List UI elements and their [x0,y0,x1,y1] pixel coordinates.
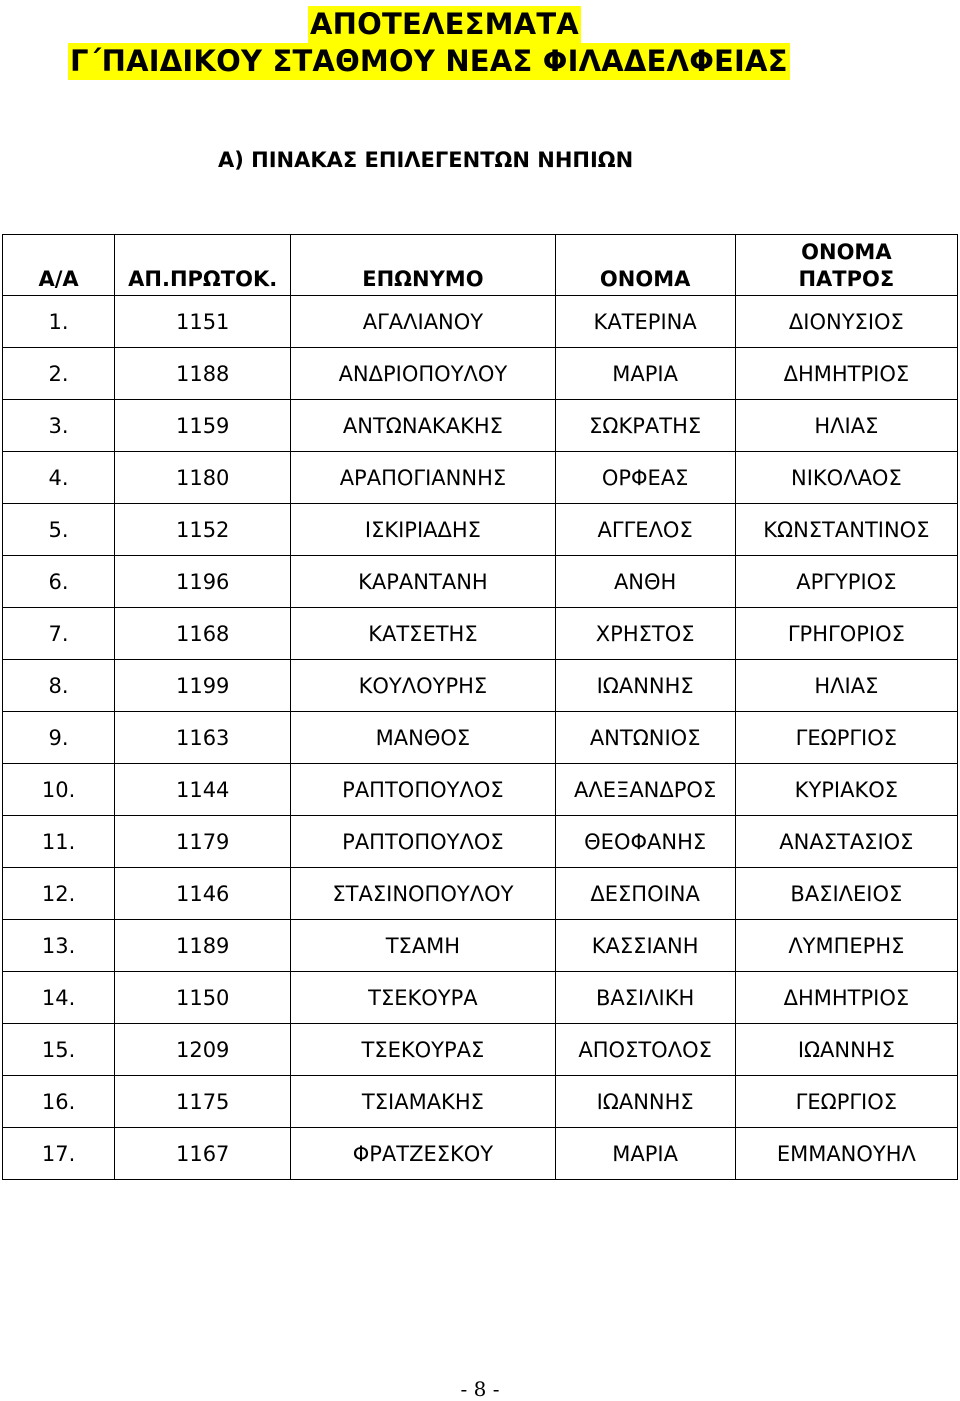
surname-cell: ΑΓΑΛΙΑΝΟΥ [291,296,555,348]
surname-cell: ΤΣΕΚΟΥΡΑΣ [291,1024,555,1076]
first-name-cell: ΑΓΓΕΛΟΣ [555,504,735,556]
column-header-surname: ΕΠΩΝΥΜΟ [291,235,555,296]
first-name-cell: ΘΕΟΦΑΝΗΣ [555,816,735,868]
title-line-nursery: Γ΄ΠΑΙΔΙΚΟΥ ΣΤΑΘΜΟΥ ΝΕΑΣ ΦΙΛΑΔΕΛΦΕΙΑΣ [70,44,788,78]
first-name-cell: ΑΠΟΣΤΟΛΟΣ [555,1024,735,1076]
surname-cell: ΤΣΕΚΟΥΡΑ [291,972,555,1024]
row-number-cell: 8. [3,660,115,712]
column-header-protocol: ΑΠ.ΠΡΩΤΟΚ. [115,235,291,296]
surname-cell: ΜΑΝΘΟΣ [291,712,555,764]
first-name-cell: ΜΑΡΙΑ [555,1128,735,1180]
surname-cell: ΤΣΑΜΗ [291,920,555,972]
surname-cell: ΚΑΤΣΕΤΗΣ [291,608,555,660]
page-number: - 8 - [460,1377,500,1401]
protocol-number-cell: 1167 [115,1128,291,1180]
father-name-cell: ΕΜΜΑΝΟΥΗΛ [735,1128,957,1180]
row-number-cell: 7. [3,608,115,660]
surname-cell: ΦΡΑΤΖΕΣΚΟΥ [291,1128,555,1180]
table-row [3,868,958,920]
surname-cell: ΡΑΠΤΟΠΟΥΛΟΣ [291,816,555,868]
first-name-cell: ΑΛΕΞΑΝΔΡΟΣ [555,764,735,816]
father-name-cell: ΚΩΝΣΤΑΝΤΙΝΟΣ [735,504,957,556]
table-row [3,816,958,868]
first-name-cell: ΧΡΗΣΤΟΣ [555,608,735,660]
row-number-cell: 16. [3,1076,115,1128]
father-name-cell: ΔΗΜΗΤΡΙΟΣ [735,348,957,400]
protocol-number-cell: 1180 [115,452,291,504]
protocol-number-cell: 1209 [115,1024,291,1076]
first-name-cell: ΜΑΡΙΑ [555,348,735,400]
row-number-cell: 4. [3,452,115,504]
column-header-aa: Α/Α [3,235,115,296]
first-name-cell: ΒΑΣΙΛΙΚΗ [555,972,735,1024]
surname-cell: ΑΡΑΠΟΓΙΑΝΝΗΣ [291,452,555,504]
table-row [3,452,958,504]
surname-cell: ΑΝΔΡΙΟΠΟΥΛΟΥ [291,348,555,400]
protocol-number-cell: 1163 [115,712,291,764]
protocol-number-cell: 1188 [115,348,291,400]
father-name-cell: ΓΡΗΓΟΡΙΟΣ [735,608,957,660]
first-name-cell: ΑΝΤΩΝΙΟΣ [555,712,735,764]
first-name-cell: ΙΩΑΝΝΗΣ [555,1076,735,1128]
table-row [3,712,958,764]
table-row [3,920,958,972]
protocol-number-cell: 1196 [115,556,291,608]
father-name-cell: ΓΕΩΡΓΙΟΣ [735,712,957,764]
row-number-cell: 6. [3,556,115,608]
first-name-cell: ΣΩΚΡΑΤΗΣ [555,400,735,452]
father-name-cell: ΑΝΑΣΤΑΣΙΟΣ [735,816,957,868]
table-row [3,1024,958,1076]
father-name-cell: ΛΥΜΠΕΡΗΣ [735,920,957,972]
column-header-father-name [735,235,957,296]
table-row [3,764,958,816]
surname-cell: ΡΑΠΤΟΠΟΥΛΟΣ [291,764,555,816]
protocol-number-cell: 1199 [115,660,291,712]
row-number-cell: 13. [3,920,115,972]
surname-cell: ΚΟΥΛΟΥΡΗΣ [291,660,555,712]
results-table [2,234,958,1180]
father-name-header-text: ΟΝΟΜΑ ΠΑΤΡΟΣ [798,240,895,291]
protocol-number-cell: 1189 [115,920,291,972]
table-row [3,1128,958,1180]
row-number-cell: 2. [3,348,115,400]
row-number-cell: 9. [3,712,115,764]
father-name-cell: ΙΩΑΝΝΗΣ [735,1024,957,1076]
table-row [3,556,958,608]
father-name-cell: ΒΑΣΙΛΕΙΟΣ [735,868,957,920]
row-number-cell: 10. [3,764,115,816]
row-number-cell: 5. [3,504,115,556]
table-row [3,348,958,400]
row-number-cell: 12. [3,868,115,920]
protocol-number-cell: 1144 [115,764,291,816]
section-title: Α) ΠΙΝΑΚΑΣ ΕΠΙΛΕΓΕΝΤΩΝ ΝΗΠΙΩΝ [218,148,634,172]
table-row [3,504,958,556]
table-header-row [3,235,958,296]
row-number-cell: 3. [3,400,115,452]
row-number-cell: 11. [3,816,115,868]
table-row [3,400,958,452]
surname-cell: ΚΑΡΑΝΤΑΝΗ [291,556,555,608]
title-line-results: ΑΠΟΤΕΛΕΣΜΑΤΑ [310,7,579,41]
table-row [3,608,958,660]
table-row [3,296,958,348]
father-name-cell: ΔΙΟΝΥΣΙΟΣ [735,296,957,348]
first-name-cell: ΙΩΑΝΝΗΣ [555,660,735,712]
protocol-number-cell: 1179 [115,816,291,868]
first-name-cell: ΟΡΦΕΑΣ [555,452,735,504]
first-name-cell: ΚΑΤΕΡΙΝΑ [555,296,735,348]
protocol-number-cell: 1175 [115,1076,291,1128]
surname-cell: ΑΝΤΩΝΑΚΑΚΗΣ [291,400,555,452]
protocol-number-cell: 1146 [115,868,291,920]
table-row [3,660,958,712]
father-name-cell: ΗΛΙΑΣ [735,400,957,452]
column-header-name: ΟΝΟΜΑ [555,235,735,296]
row-number-cell: 17. [3,1128,115,1180]
father-name-cell: ΔΗΜΗΤΡΙΟΣ [735,972,957,1024]
father-name-cell: ΓΕΩΡΓΙΟΣ [735,1076,957,1128]
table-body [3,296,958,1180]
table-row [3,972,958,1024]
row-number-cell: 14. [3,972,115,1024]
row-number-cell: 15. [3,1024,115,1076]
first-name-cell: ΑΝΘΗ [555,556,735,608]
protocol-number-cell: 1159 [115,400,291,452]
first-name-cell: ΔΕΣΠΟΙΝΑ [555,868,735,920]
surname-cell: ΤΣΙΑΜΑΚΗΣ [291,1076,555,1128]
father-name-cell: ΗΛΙΑΣ [735,660,957,712]
father-name-cell: ΑΡΓΥΡΙΟΣ [735,556,957,608]
protocol-number-cell: 1168 [115,608,291,660]
document-title [68,6,790,80]
protocol-number-cell: 1151 [115,296,291,348]
surname-cell: ΣΤΑΣΙΝΟΠΟΥΛΟΥ [291,868,555,920]
first-name-cell: ΚΑΣΣΙΑΝΗ [555,920,735,972]
table-row [3,1076,958,1128]
protocol-number-cell: 1152 [115,504,291,556]
father-name-cell: ΚΥΡΙΑΚΟΣ [735,764,957,816]
protocol-number-cell: 1150 [115,972,291,1024]
father-name-cell: ΝΙΚΟΛΑΟΣ [735,452,957,504]
row-number-cell: 1. [3,296,115,348]
surname-cell: ΙΣΚΙΡΙΑΔΗΣ [291,504,555,556]
